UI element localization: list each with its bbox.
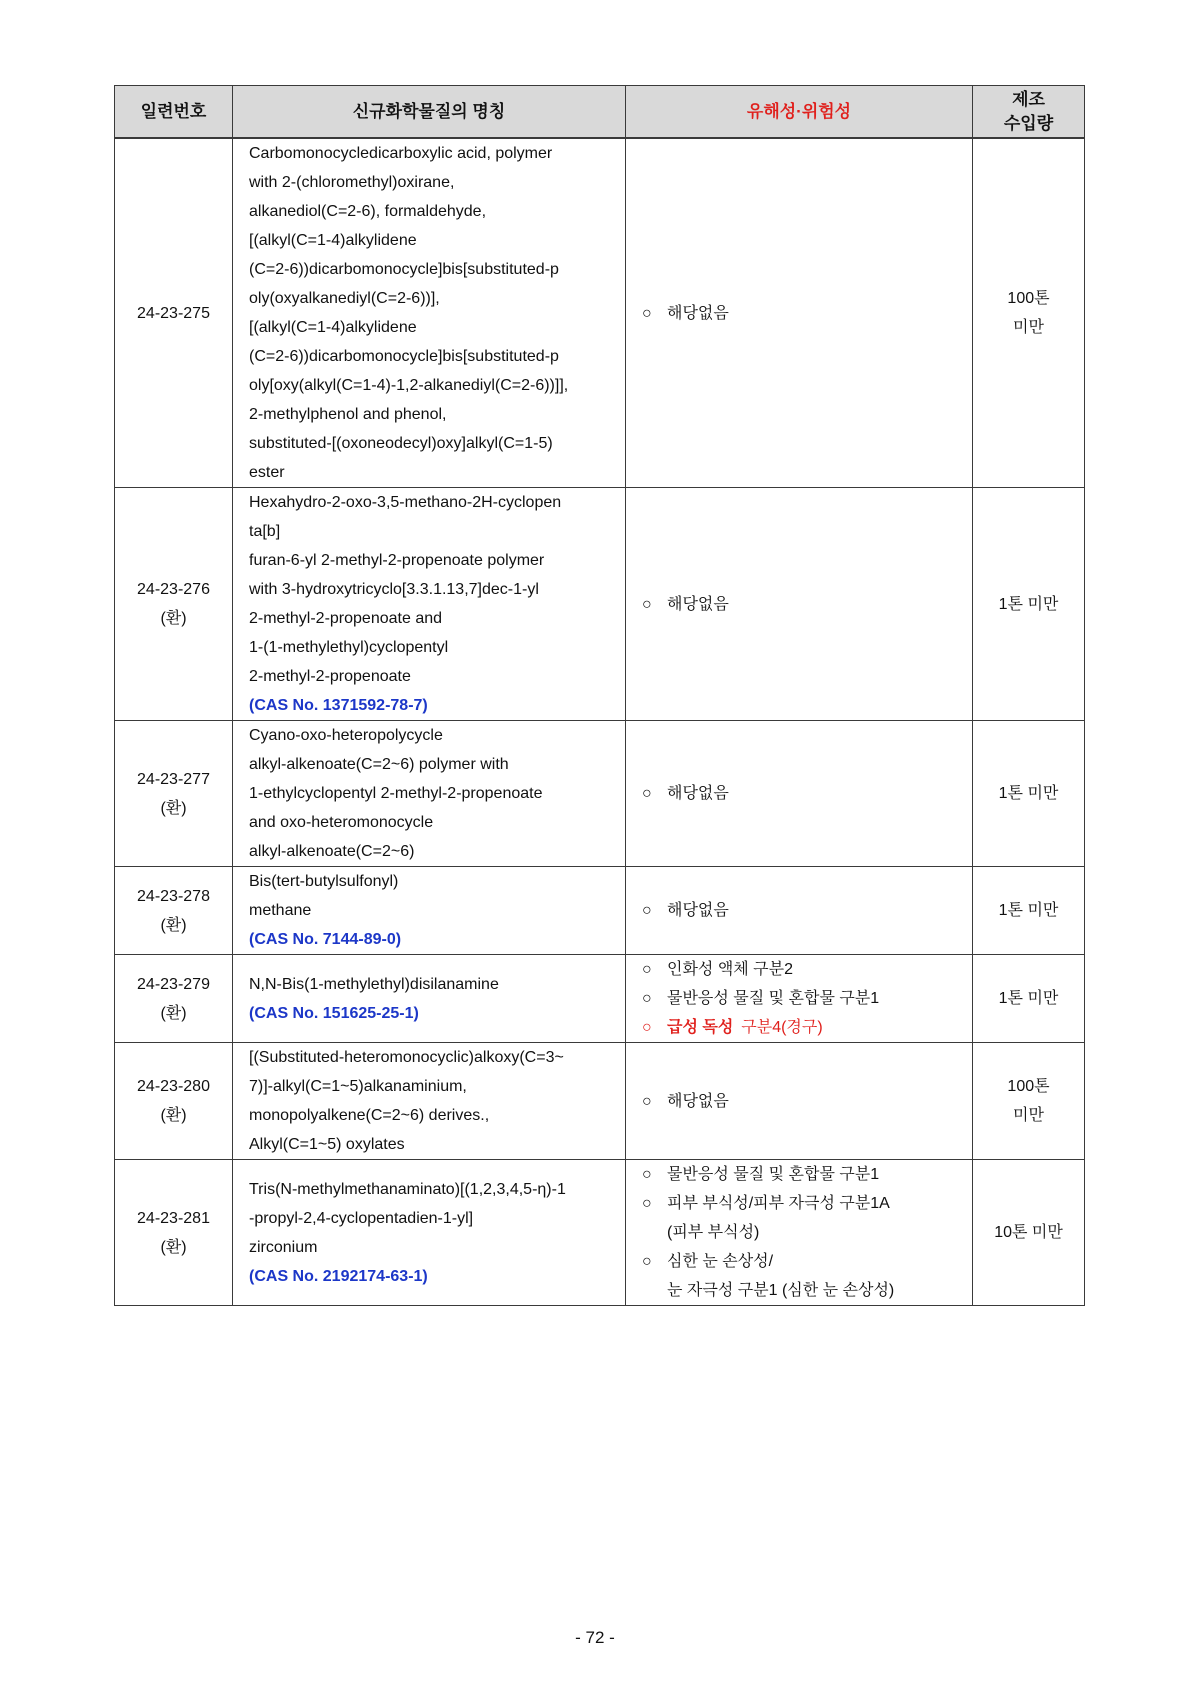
serial-note: (환) [160, 1004, 187, 1022]
quantity-cell [973, 867, 1085, 955]
name-line: Alkyl(C=1~5) oxylates [249, 1136, 405, 1153]
name-line: alkyl-alkenoate(C=2~6) polymer with [249, 756, 509, 773]
serial-number: 24-23-280 [137, 1078, 210, 1095]
name-line: 2-methyl-2-propenoate and [249, 610, 443, 627]
name-line: Bis(tert-butylsulfonyl) [249, 873, 399, 890]
hazard-marker: ○ [642, 595, 652, 613]
hazard-item [642, 299, 968, 328]
name-line: (C=2-6))dicarbomonocycle]bis[substituted-p [249, 261, 559, 278]
name-line: (C=2-6))dicarbomonocycle]bis[substituted-p [249, 348, 559, 365]
name-line: ta[b] [249, 523, 281, 540]
chemical-registry-table [114, 85, 1085, 1306]
name-line: monopolyalkene(C=2~6) derives., [249, 1107, 490, 1124]
quantity-cell [973, 721, 1085, 867]
hazard-text: 심한 눈 손상성/ [667, 1253, 774, 1270]
serial-number: 24-23-275 [137, 304, 210, 322]
name-line: furan-6-yl 2-methyl-2-propenoate polymer [249, 552, 545, 569]
hazard-item [642, 896, 968, 925]
name-line: Cyano-oxo-heteropolycycle [249, 727, 443, 744]
quantity-line: 1톤 미만 [998, 785, 1059, 802]
quantity-cell [973, 1160, 1085, 1306]
hazard-text: 해당없음 [667, 304, 729, 322]
hazard-cell [626, 1043, 973, 1160]
name-line: 2-methyl-2-propenoate [249, 668, 411, 685]
hazard-cell [626, 138, 973, 488]
quantity-line: 미만 [1013, 1107, 1044, 1124]
name-line: oly(oxyalkanediyl(C=2-6))], [249, 290, 440, 307]
hazard-marker: ○ [642, 1092, 652, 1110]
quantity-line: 1톤 미만 [998, 902, 1059, 919]
name-cell [233, 1160, 626, 1306]
serial-cell [115, 1160, 233, 1306]
name-cell [233, 867, 626, 955]
hazard-item [642, 590, 968, 619]
header-name: 신규화학물질의 명칭 [233, 86, 626, 139]
name-cell [233, 1043, 626, 1160]
serial-cell [115, 138, 233, 488]
hazard-item [642, 1160, 968, 1189]
serial-number: 24-23-281 [137, 1209, 210, 1227]
hazard-item [642, 1189, 968, 1218]
hazard-cell [626, 488, 973, 721]
name-line: N,N-Bis(1-methylethyl)disilanamine [249, 975, 499, 993]
table-row [115, 867, 1085, 955]
quantity-cell [973, 488, 1085, 721]
hazard-marker: ○ [642, 1019, 652, 1036]
header-hazard: 유해성·위험성 [626, 86, 973, 139]
serial-number: 24-23-279 [137, 975, 210, 993]
serial-cell [115, 488, 233, 721]
header-quantity-line: 제조 [1012, 89, 1045, 109]
name-line: with 2-(chloromethyl)oxirane, [249, 174, 455, 191]
serial-number: 24-23-277 [137, 770, 210, 788]
quantity-cell [973, 955, 1085, 1043]
name-line: ester [249, 464, 285, 481]
header-quantity [973, 86, 1085, 139]
hazard-text: 해당없음 [667, 902, 729, 919]
cas-number: (CAS No. 1371592-78-7) [249, 697, 428, 714]
serial-note: (환) [160, 799, 187, 817]
name-line: 7)]-alkyl(C=1~5)alkanaminium, [249, 1078, 467, 1095]
serial-cell [115, 955, 233, 1043]
name-line: alkyl-alkenoate(C=2~6) [249, 843, 415, 860]
hazard-item-warning [642, 1013, 968, 1042]
serial-number: 24-23-276 [137, 581, 210, 598]
hazard-item [642, 955, 968, 984]
hazard-marker: ○ [642, 1195, 652, 1212]
hazard-text: 해당없음 [667, 785, 729, 802]
hazard-cell [626, 867, 973, 955]
table-row [115, 955, 1085, 1043]
name-line: and oxo-heteromonocycle [249, 814, 434, 831]
hazard-item-continuation [642, 1218, 968, 1247]
hazard-item-continuation [642, 1276, 968, 1305]
hazard-marker: ○ [642, 990, 652, 1007]
name-line: oly[oxy(alkyl(C=1-4)-1,2-alkanediyl(C=2-6))]], [249, 377, 569, 394]
quantity-cell [973, 138, 1085, 488]
hazard-text: 눈 자극성 구분1 (심한 눈 손상성) [667, 1282, 895, 1299]
table-row [115, 488, 1085, 721]
quantity-line: 1톤 미만 [998, 595, 1059, 613]
cas-number: (CAS No. 7144-89-0) [249, 931, 402, 948]
table-row [115, 1160, 1085, 1306]
hazard-marker: ○ [642, 1253, 652, 1270]
hazard-item [642, 1087, 968, 1116]
hazard-marker: ○ [642, 961, 652, 978]
hazard-marker: ○ [642, 304, 652, 322]
quantity-line: 미만 [1013, 319, 1044, 336]
hazard-text: 인화성 액체 구분2 [667, 961, 793, 978]
table-row [115, 138, 1085, 488]
serial-note: (환) [160, 610, 187, 627]
page-number: - 72 - [575, 1628, 615, 1647]
hazard-marker: ○ [642, 1166, 652, 1183]
hazard-text: 피부 부식성/피부 자극성 구분1A [667, 1195, 890, 1212]
serial-note: (환) [160, 1107, 187, 1124]
name-cell [233, 955, 626, 1043]
name-line: [(Substituted-heteromonocyclic)alkoxy(C=3~ [249, 1049, 564, 1066]
hazard-marker: ○ [642, 785, 652, 802]
header-row [115, 86, 1085, 139]
hazard-text: 해당없음 [667, 595, 729, 613]
name-line: [(alkyl(C=1-4)alkylidene [249, 232, 417, 249]
hazard-text: 물반응성 물질 및 혼합물 구분1 [667, 990, 880, 1007]
hazard-item [642, 984, 968, 1013]
serial-number: 24-23-278 [137, 887, 210, 905]
name-line: substituted-[(oxoneodecyl)oxy]alkyl(C=1-5) [249, 435, 553, 452]
name-line: zirconium [249, 1238, 318, 1256]
header-quantity-line: 수입량 [1003, 113, 1054, 133]
quantity-line: 10톤 미만 [994, 1224, 1063, 1241]
quantity-cell [973, 1043, 1085, 1160]
hazard-text: 구분4(경구) [741, 1019, 823, 1036]
name-line: Hexahydro-2-oxo-3,5-methano-2H-cyclopen [249, 494, 562, 511]
serial-cell [115, 721, 233, 867]
hazard-text: 물반응성 물질 및 혼합물 구분1 [667, 1166, 880, 1183]
hazard-emphasis: 급성 독성 [667, 1019, 734, 1036]
quantity-line: 1톤 미만 [998, 990, 1059, 1007]
name-line: 1-(1-methylethyl)cyclopentyl [249, 639, 449, 656]
hazard-marker: ○ [642, 902, 652, 919]
name-line: Tris(N-methylmethanaminato)[(1,2,3,4,5-η)-1 [249, 1180, 566, 1198]
serial-cell [115, 1043, 233, 1160]
hazard-cell [626, 721, 973, 867]
name-line: alkanediol(C=2-6), formaldehyde, [249, 203, 487, 220]
name-cell [233, 488, 626, 721]
name-line: -propyl-2,4-cyclopentadien-1-yl] [249, 1209, 474, 1227]
name-line: [(alkyl(C=1-4)alkylidene [249, 319, 417, 336]
hazard-text: 해당없음 [667, 1092, 729, 1110]
name-cell [233, 138, 626, 488]
hazard-cell [626, 1160, 973, 1306]
serial-note: (환) [160, 916, 187, 934]
name-line: 1-ethylcyclopentyl 2-methyl-2-propenoate [249, 785, 543, 802]
name-line: with 3-hydroxytricyclo[3.3.1.13,7]dec-1-yl [249, 581, 539, 598]
table-row [115, 721, 1085, 867]
name-line: Carbomonocycledicarboxylic acid, polymer [249, 145, 553, 162]
serial-cell [115, 867, 233, 955]
name-line: 2-methylphenol and phenol, [249, 406, 447, 423]
hazard-item [642, 779, 968, 808]
hazard-cell [626, 955, 973, 1043]
name-cell [233, 721, 626, 867]
table-row [115, 1043, 1085, 1160]
cas-number: (CAS No. 2192174-63-1) [249, 1267, 428, 1285]
hazard-item [642, 1247, 968, 1276]
quantity-line: 100톤 [1007, 1078, 1050, 1095]
cas-number: (CAS No. 151625-25-1) [249, 1004, 419, 1022]
quantity-line: 100톤 [1007, 290, 1050, 307]
serial-note: (환) [160, 1238, 187, 1256]
header-serial: 일련번호 [115, 86, 233, 139]
hazard-text: (피부 부식성) [667, 1224, 760, 1241]
name-line: methane [249, 902, 312, 919]
